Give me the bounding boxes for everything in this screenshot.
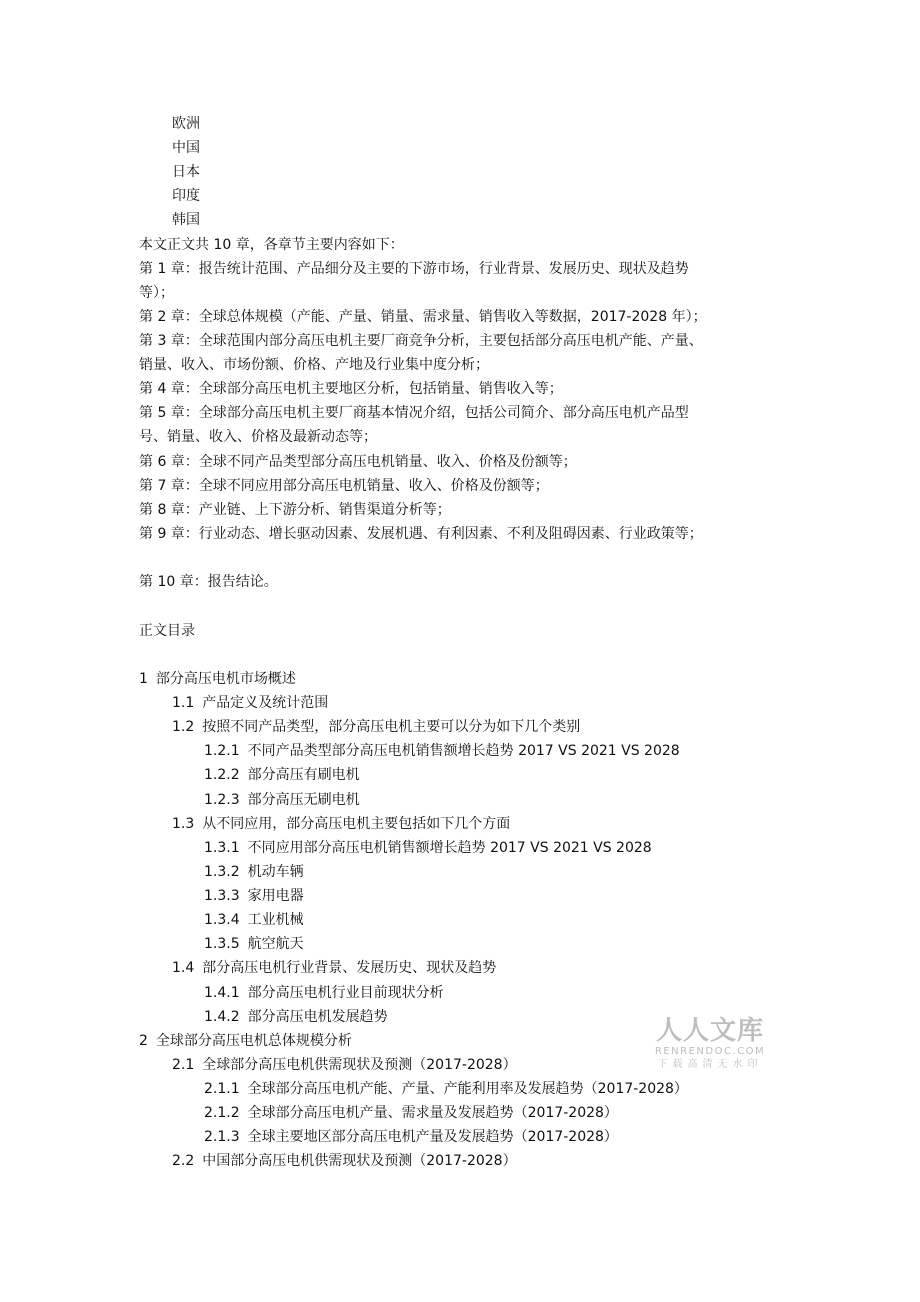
chapter-line: 第 4 章：全球部分高压电机主要地区分析，包括销量、销售收入等； xyxy=(139,381,563,397)
toc-text: 机动车辆 xyxy=(247,864,304,880)
watermark-domain: RENRENDOC.COM xyxy=(654,1046,766,1057)
chapter-line: 销量、收入、市场份额、价格、产地及行业集中度分析； xyxy=(139,357,489,373)
region-item: 欧洲 xyxy=(172,116,200,132)
toc-text: 全球部分高压电机供需现状及预测（2017-2028） xyxy=(202,1057,517,1073)
chapter-line: 第 9 章：行业动态、增长驱动因素、发展机遇、有利因素、不利及阻碍因素、行业政策等； xyxy=(139,526,703,542)
chapter-line: 第 2 章：全球总体规模（产能、产量、销量、需求量、销售收入等数据，2017-2028 年）； xyxy=(139,309,707,325)
toc-text: 部分高压电机市场概述 xyxy=(155,671,296,687)
toc-entry xyxy=(172,693,328,713)
region-item: 日本 xyxy=(172,164,200,180)
toc-title: 正文目录 xyxy=(139,623,195,639)
toc-text: 部分高压电机发展趋势 xyxy=(247,1009,388,1025)
toc-entry xyxy=(204,886,304,906)
toc-number: 1.3 xyxy=(172,816,195,832)
watermark-subtitle: 下载高清无水印 xyxy=(657,1059,763,1070)
toc-text: 不同应用部分高压电机销售额增长趋势 2017 VS 2021 VS 2028 xyxy=(247,840,652,856)
toc-text: 不同产品类型部分高压电机销售额增长趋势 2017 VS 2021 VS 2028 xyxy=(247,743,680,759)
toc-text: 全球部分高压电机总体规模分析 xyxy=(155,1033,352,1049)
toc-entry xyxy=(172,1151,517,1171)
toc-number: 1.1 xyxy=(172,695,195,711)
toc-text: 部分高压电机行业目前现状分析 xyxy=(247,985,444,1001)
toc-text: 工业机械 xyxy=(247,912,304,928)
toc-entry xyxy=(139,1031,352,1051)
intro-text: 本文正文共 10 章，各章节主要内容如下： xyxy=(139,237,404,253)
toc-entry xyxy=(204,1079,688,1099)
region-item: 中国 xyxy=(172,140,200,156)
toc-entry xyxy=(172,814,510,834)
chapter-line: 第 3 章：全球范围内部分高压电机主要厂商竞争分析，主要包括部分高压电机产能、产量、 xyxy=(139,333,703,349)
toc-text: 全球主要地区部分高压电机产量及发展趋势（2017-2028） xyxy=(247,1129,618,1145)
region-item: 印度 xyxy=(172,188,200,204)
toc-number: 1.2.3 xyxy=(204,792,240,808)
chapter-line: 第 8 章：产业链、上下游分析、销售渠道分析等； xyxy=(139,502,451,518)
toc-entry xyxy=(204,765,360,785)
toc-entry xyxy=(172,1055,517,1075)
toc-text: 中国部分高压电机供需现状及预测（2017-2028） xyxy=(202,1153,517,1169)
toc-number: 2 xyxy=(139,1033,148,1049)
toc-number: 1.3.3 xyxy=(204,888,240,904)
toc-number: 2.2 xyxy=(172,1153,195,1169)
chapter-line: 第 6 章：全球不同产品类型部分高压电机销量、收入、价格及份额等； xyxy=(139,454,577,470)
toc-text: 产品定义及统计范围 xyxy=(202,695,329,711)
toc-number: 1.3.4 xyxy=(204,912,240,928)
chapter-line: 第 7 章：全球不同应用部分高压电机销量、收入、价格及份额等； xyxy=(139,478,549,494)
region-item: 韩国 xyxy=(172,212,200,228)
toc-entry xyxy=(139,669,296,689)
toc-text: 按照不同产品类型，部分高压电机主要可以分为如下几个类别 xyxy=(202,719,581,735)
toc-entry xyxy=(172,958,496,978)
toc-number: 1.2 xyxy=(172,719,195,735)
toc-number: 1.3.5 xyxy=(204,936,240,952)
chapter-line: 第 5 章：全球部分高压电机主要厂商基本情况介绍，包括公司简介、部分高压电机产品型 xyxy=(139,405,689,421)
toc-text: 家用电器 xyxy=(247,888,304,904)
toc-entry xyxy=(204,983,444,1003)
toc-entry xyxy=(204,790,360,810)
toc-number: 1.4.1 xyxy=(204,985,240,1001)
watermark xyxy=(645,1016,775,1072)
watermark-title: 人人文库 xyxy=(655,1016,764,1046)
toc-number: 1.2.1 xyxy=(204,743,240,759)
toc-number: 1.3.2 xyxy=(204,864,240,880)
toc-text: 部分高压有刷电机 xyxy=(247,767,360,783)
toc-entry xyxy=(204,1007,388,1027)
toc-number: 2.1 xyxy=(172,1057,195,1073)
toc-text: 全球部分高压电机产量、需求量及发展趋势（2017-2028） xyxy=(247,1105,618,1121)
toc-entry xyxy=(204,741,680,761)
toc-text: 从不同应用，部分高压电机主要包括如下几个方面 xyxy=(202,816,511,832)
toc-number: 2.1.3 xyxy=(204,1129,240,1145)
chapter-line: 等）； xyxy=(139,285,174,301)
chapter-line: 第 1 章：报告统计范围、产品细分及主要的下游市场，行业背景、发展历史、现状及趋势 xyxy=(139,261,689,277)
toc-text: 部分高压无刷电机 xyxy=(247,792,360,808)
toc-entry xyxy=(204,1127,618,1147)
toc-entry xyxy=(204,838,652,858)
toc-number: 2.1.1 xyxy=(204,1081,240,1097)
toc-number: 2.1.2 xyxy=(204,1105,240,1121)
toc-number: 1.3.1 xyxy=(204,840,240,856)
toc-entry xyxy=(204,934,304,954)
chapter-line: 号、销量、收入、价格及最新动态等； xyxy=(139,429,377,445)
toc-text: 全球部分高压电机产能、产量、产能利用率及发展趋势（2017-2028） xyxy=(247,1081,688,1097)
toc-entry xyxy=(204,1103,618,1123)
toc-entry xyxy=(204,862,304,882)
toc-text: 航空航天 xyxy=(247,936,304,952)
toc-number: 1.4 xyxy=(172,960,195,976)
toc-entry xyxy=(204,910,304,930)
toc-number: 1 xyxy=(139,671,148,687)
chapter-10-line: 第 10 章：报告结论。 xyxy=(139,574,278,590)
toc-entry xyxy=(172,717,580,737)
toc-number: 1.2.2 xyxy=(204,767,240,783)
toc-number: 1.4.2 xyxy=(204,1009,240,1025)
toc-text: 部分高压电机行业背景、发展历史、现状及趋势 xyxy=(202,960,497,976)
